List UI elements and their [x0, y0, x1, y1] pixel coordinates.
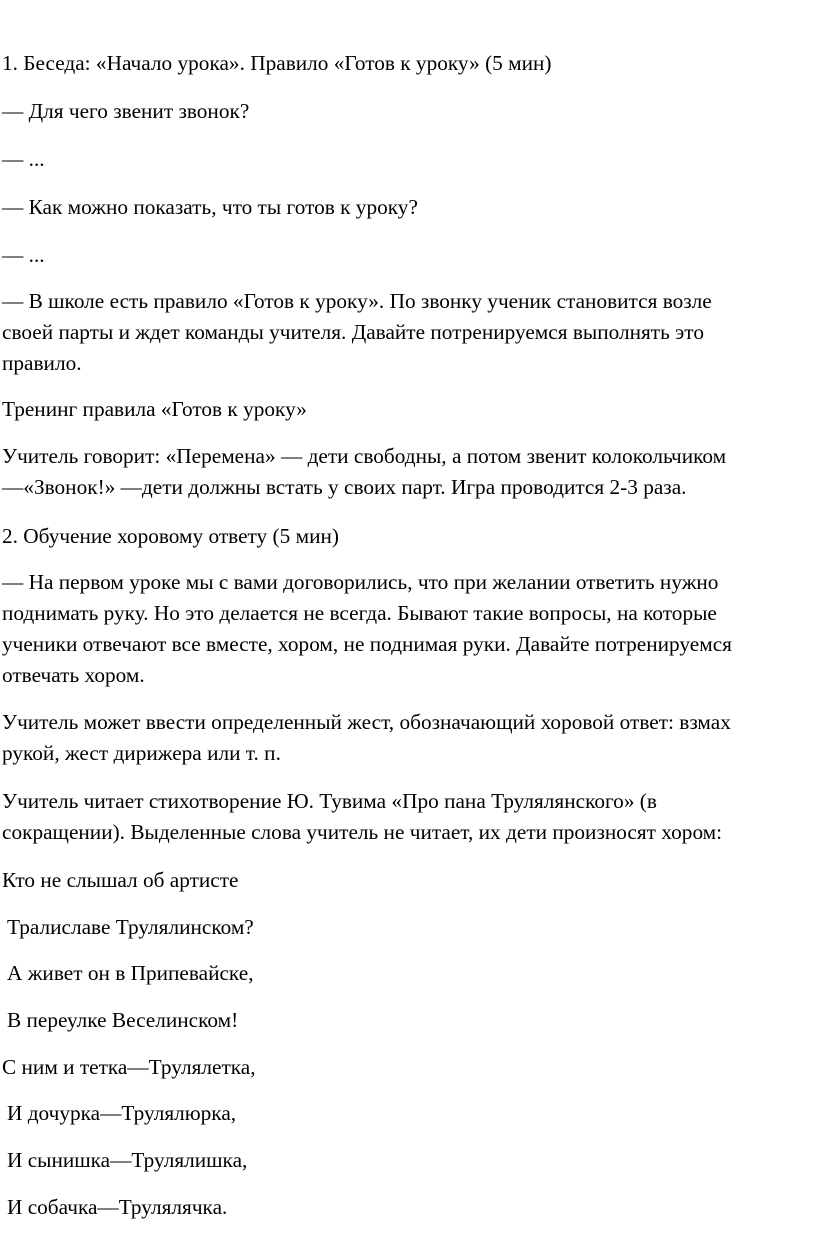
paragraph-poem-intro [2, 786, 812, 848]
paragraph-training-title [2, 394, 812, 425]
text-line: правило. [2, 351, 82, 375]
text-line: И собачка—Трулялячка. [7, 1195, 228, 1219]
paragraph-gesture [2, 707, 812, 769]
paragraph-choral-intro [2, 567, 812, 691]
text-line: Кто не слышал об артисте [2, 868, 239, 892]
paragraph-question-1 [2, 96, 812, 127]
poem-line-5 [2, 1052, 812, 1083]
text-line: поднимать руку. Но это делается не всегда. Бывают такие вопросы, на которые [2, 601, 717, 625]
text-line: ученики отвечают все вместе, хором, не поднимая руки. Давайте потренируемся [2, 632, 732, 656]
poem-line-6 [7, 1098, 816, 1129]
text-line: Тралиславе Трулялинском? [7, 915, 254, 939]
poem-line-1 [2, 865, 812, 896]
text-line: И сынишка—Трулялишка, [7, 1148, 248, 1172]
text-line: Учитель читает стихотворение Ю. Тувима «Про пана Трулялянского» (в [2, 789, 657, 813]
poem-line-8 [7, 1192, 816, 1223]
text-line: —«Звонок!» —дети должны встать у своих парт. Игра проводится 2-3 раза. [2, 475, 687, 499]
text-line: — ... [2, 147, 45, 171]
paragraph-heading-2 [2, 521, 812, 552]
text-line: — В школе есть правило «Готов к уроку». По звонку ученик становится возле [2, 289, 712, 313]
poem-line-4 [7, 1005, 816, 1036]
text-line: Тренинг правила «Готов к уроку» [2, 397, 307, 421]
poem-line-3 [7, 958, 816, 989]
poem-line-7 [7, 1145, 816, 1176]
text-line: Учитель говорит: «Перемена» — дети свободны, а потом звенит колокольчиком [2, 444, 727, 468]
text-line: И дочурка—Трулялюрка, [7, 1101, 237, 1125]
text-line: сокращении). Выделенные слова учитель не читает, их дети произносят хором: [2, 820, 723, 844]
text-line: отвечать хором. [2, 663, 145, 687]
paragraph-answer-1 [2, 144, 812, 175]
poem-line-2 [7, 912, 816, 943]
text-line: — Как можно показать, что ты готов к уроку? [2, 195, 418, 219]
text-line: — Для чего звенит звонок? [2, 99, 250, 123]
text-line: 2. Обучение хоровому ответу (5 мин) [2, 524, 339, 548]
paragraph-rule [2, 286, 812, 379]
text-line: А живет он в Припевайске, [7, 961, 254, 985]
text-line: — ... [2, 243, 45, 267]
text-line: В переулке Веселинском! [7, 1008, 239, 1032]
text-line: — На первом уроке мы с вами договорились, что при желании ответить нужно [2, 570, 719, 594]
text-line: своей парты и ждет команды учителя. Давайте потренируемся выполнять это [2, 320, 704, 344]
text-line: рукой, жест дирижера или т. п. [2, 741, 281, 765]
text-line: Учитель может ввести определенный жест, обозначающий хоровой ответ: взмах [2, 710, 731, 734]
text-line: 1. Беседа: «Начало урока». Правило «Готов к уроку» (5 мин) [2, 51, 552, 75]
paragraph-answer-2 [2, 240, 812, 271]
paragraph-question-2 [2, 192, 812, 223]
paragraph-training [2, 441, 812, 503]
paragraph-heading-1 [2, 48, 812, 79]
text-line: С ним и тетка—Трулялетка, [2, 1055, 256, 1079]
